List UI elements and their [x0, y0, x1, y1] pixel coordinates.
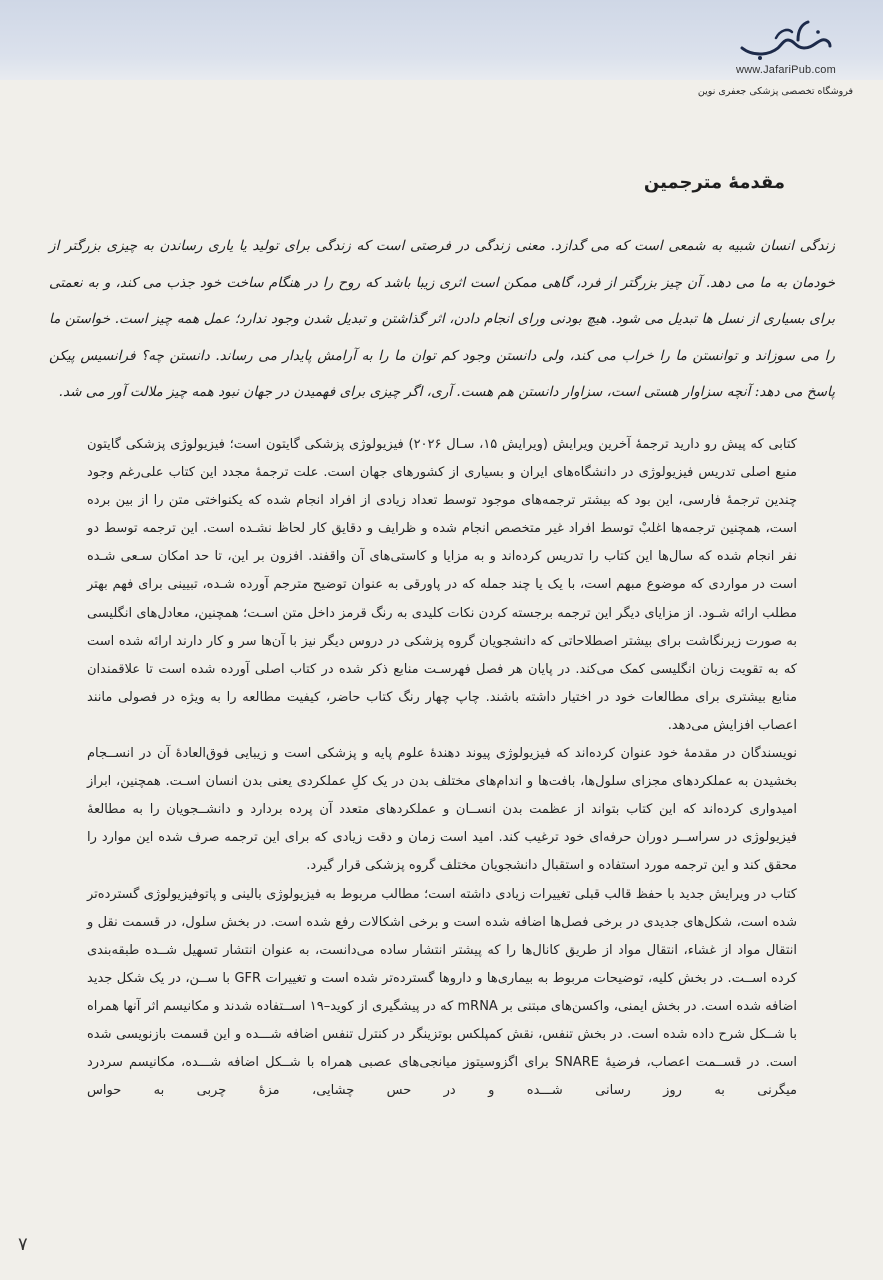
section-title: مقدمهٔ مترجمین — [643, 172, 785, 193]
paragraph: کتاب در ویرایش جدید با حفظ قالب قبلی تغییرات زیادی داشته است؛ مطالب مربوط به فیزیولوژی بالینی و پاتوفیزیولوژی گسترده‌تر شده است، شکل‌های جدیدی در برخی فصل‌ها اضافه شده است و برخی اشکالات رفع شده است. در بخش سلول، در قسمت نقل و انتقال مواد از غشاء، انتقال مواد از طریق کانال‌ها را که پیشتر انتشار ساده می‌دانست، به عنوان انتشار تسهیل شــده طبقه‌بندی کرده اســت. در بخش کلیه، توضیحات مربوط به بیماری‌ها و داروها گسترده‌تر شده است و تغییرات GFR با ســن، در یک شکل جدید اضافه شده است. در بخش ایمنی، واکسن‌های مبتنی بر mRNA که در پیشگیری از کوید–۱۹ اســتفاده شدند و مکانیسم اثر آنها همراه با شــکل شرح داده شده است. در بخش تنفس، نقش کمپلکس بوتزینگر در کنترل تنفس اضافه شـــده و این قسمت بازنویسی شده است. در قســمت اعصاب، فرضیهٔ SNARE برای اگزوسیتوز میانجی‌های عصبی همراه با شــکل اضافه شـــده، مکانیسم سردرد میگرنی به روز رسانی شـــده و در حس چشایی، مزهٔ چربی به حواس — [87, 886, 797, 1099]
epigraph-quote: زندگی انسان شبیه به شمعی است که می گدازد. معنی زندگی در فرصتی است که زندگی برای تولید یا یاری رساندن به چیزی بزرگتر از خودمان به ما می دهد. آن چیز بزرگتر از فرد، گاهی ممکن است اثری زیبا باشد که روح را در هنگام ساخت خود جذب می کند، و به نعمتی برای بسیاری از نسل ها تبدیل می شود. هیچ بودنی ورای انجام دادن، اثر گذاشتن و تبدیل شدن وجود ندارد؛ عمل همه چیز است. خواستن ما را می سوزاند و توانستن ما را خراب می کند، ولی دانستن وجود کم توان ما را به آرامش پایدار می رساند. دانستن چه؟ فرانسیس پیکن پاسخ می دهد: آنچه سزاوار هستی است، سزاوار دانستن هم هست. آری، اگر چیزی برای فهمیدن در جهان نبود همه چیز ملالت آور می شد. — [49, 238, 835, 400]
paragraph: نویسندگان در مقدمهٔ خود عنوان کرده‌اند که فیزیولوژی پیوند دهندهٔ علوم پایه و پزشکی است و زیبایی فوق‌العادهٔ آن در انســجام بخشیدن به عملکردهای مجزای سلول‌ها، بافت‌ها و اندام‌های مختلف بدن در یک کلِ عملکردی یعنی بدن انسان اسـت. همچنین، ابراز امیدواری کرده‌اند که این کتاب بتواند از عظمت بدن انســان و عملکردهای متعدد آن پرده بردارد و دانشــجویان را به مطالعهٔ فیزیولوژی در سراســر دوران حرفه‌ای خود ترغیب کند. امید است زمان و دقت زیادی که برای این ترجمه صرف شده این موارد را محقق کند و این ترجمه مورد استفاده و استقبال دانشجویان مختلف گروه پزشکی قرار گیرد. — [87, 746, 797, 874]
store-name: فروشگاه تخصصی پزشکی جعفری نوین — [697, 86, 853, 97]
publisher-logo[interactable] — [731, 18, 841, 76]
body-text — [87, 431, 797, 1105]
paragraph: کتابی که پیش رو دارید ترجمهٔ آخرین ویرایش (ویرایش ۱۵، سـال ۲۰۲۶) فیزیولوژی پزشکی گایتون است؛ فیزیولوژی پزشکی گایتون منبع اصلی تدریس فیزیولوژی در دانشگاه‌های ایران و بسیاری از کشورهای جهان است. علت ترجمهٔ مجدد این کتاب علی‌رغم وجود چندین ترجمهٔ فارسی، این بود که بیشتر ترجمه‌های موجود توسط تعداد زیادی از افراد انجام شده که یکنواختی متن را از بین برده است، همچنین ترجمه‌ها اغلبْ توسط افراد غیر متخصص انجام شده و ظرایف و دقایق کار لحاظ نشـده است. این ترجمه توسط دو نفر انجام شده که سال‌ها این کتاب را تدریس کرده‌اند و به مزایا و کاستی‌های آن واقفند. افزون بر این، تا حد امکان سـعی شـده است در مواردی که موضوع مبهم است، با یک یا چند جمله که در پاورقی به عنوان توضیح مترجم آورده شـده، تبیینی برای فهم بهتر مطلب ارائه شـود. از مزایای دیگر این ترجمه برجسته کردن نکات کلیدی به رنگ قرمز داخل متن اسـت؛ همچنین، معادل‌های انگلیسی به صورت زیرنگاشت برای بیشتر اصطلاحاتی که دانشجویان گروه پزشکی در دروس دیگر نیز با آن‌ها سر و کار دارند ارائه شده است که به تقویت زبان انگلیسی کمک می‌کند. در پایان هر فصل فهرسـت منابع ذکر شده در کتاب اصلی آورده شده است تا علاقمندان منابع بیشتری برای مطالعات خود در اختیار داشته باشند. چاپ چهار رنگ کتاب حاضر، کیفیت مطالعه را به ویژه در فصولی مانند اعصاب افزایش می‌دهد. — [87, 437, 797, 733]
page-number: ۷ — [18, 1234, 28, 1255]
calligraphy-logo-icon — [738, 18, 834, 62]
publisher-url[interactable]: www.JafariPub.com — [736, 64, 836, 76]
